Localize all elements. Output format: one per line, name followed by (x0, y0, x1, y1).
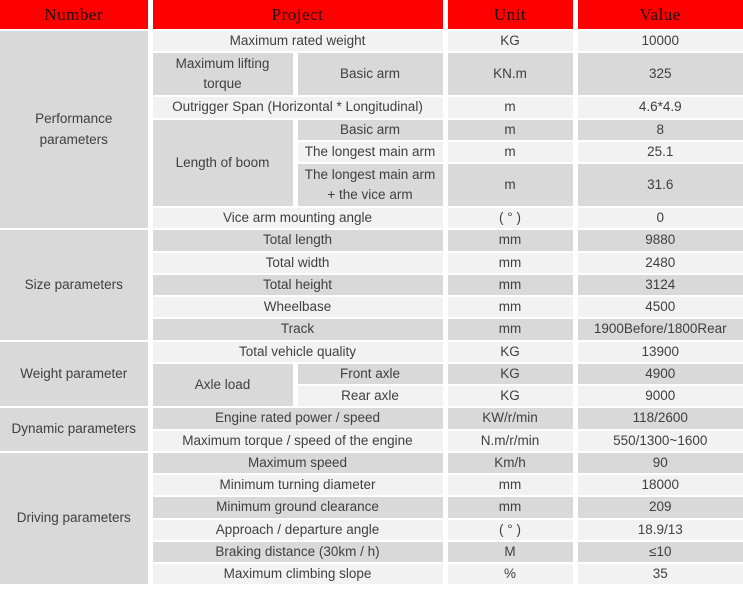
project-group-cell: Axle load (150, 363, 295, 408)
col-header-unit: Unit (445, 0, 575, 30)
value-cell: 9000 (575, 385, 743, 407)
project-group-cell: Length of boom (150, 119, 295, 208)
unit-cell: M (445, 541, 575, 563)
project-cell: Maximum speed (150, 452, 445, 474)
unit-cell: KG (445, 385, 575, 407)
section-cell-weight-parameter: Weight parameter (0, 341, 150, 408)
value-cell: 18000 (575, 474, 743, 496)
table-row (0, 30, 743, 52)
project-cell: Track (150, 318, 445, 340)
value-cell: 4500 (575, 296, 743, 318)
project-cell: Outrigger Span (Horizontal * Longitudinal) (150, 96, 445, 118)
unit-cell: N.m/r/min (445, 430, 575, 452)
project-cell: Minimum ground clearance (150, 496, 445, 518)
col-header-project: Project (150, 0, 445, 30)
value-cell: 18.9/13 (575, 519, 743, 541)
value-cell: 4900 (575, 363, 743, 385)
value-cell: 4.6*4.9 (575, 96, 743, 118)
value-cell: 209 (575, 496, 743, 518)
unit-cell: Km/h (445, 452, 575, 474)
unit-cell: mm (445, 252, 575, 274)
table-row (0, 229, 743, 251)
project-cell: Engine rated power / speed (150, 407, 445, 429)
project-group-cell: Maximum lifting torque (150, 52, 295, 96)
unit-cell: mm (445, 474, 575, 496)
unit-cell: m (445, 141, 575, 163)
header-row (0, 0, 743, 30)
project-cell: Wheelbase (150, 296, 445, 318)
value-cell: 25.1 (575, 141, 743, 163)
value-cell: 8 (575, 119, 743, 141)
project-cell: Approach / departure angle (150, 519, 445, 541)
value-cell: 35 (575, 563, 743, 585)
col-header-value: Value (575, 0, 743, 30)
value-cell: 0 (575, 207, 743, 229)
value-cell: 550/1300~1600 (575, 430, 743, 452)
value-cell: 3124 (575, 274, 743, 296)
unit-cell: KG (445, 363, 575, 385)
table-row (0, 341, 743, 363)
value-cell: 118/2600 (575, 407, 743, 429)
project-cell: Rear axle (295, 385, 445, 407)
unit-cell: % (445, 563, 575, 585)
project-cell: The longest main arm (295, 141, 445, 163)
section-cell-dynamic-parameters: Dynamic parameters (0, 407, 150, 452)
unit-cell: KN.m (445, 52, 575, 96)
unit-cell: ( ° ) (445, 519, 575, 541)
section-cell-performance-parameters: Performance parameters (0, 30, 150, 229)
project-cell: Total vehicle quality (150, 341, 445, 363)
unit-cell: mm (445, 229, 575, 251)
table-row (0, 407, 743, 429)
value-cell: 2480 (575, 252, 743, 274)
project-cell: Vice arm mounting angle (150, 207, 445, 229)
unit-cell: mm (445, 274, 575, 296)
value-cell: 13900 (575, 341, 743, 363)
value-cell: 9880 (575, 229, 743, 251)
project-cell: Basic arm (295, 119, 445, 141)
section-cell-driving-parameters: Driving parameters (0, 452, 150, 586)
project-cell: Front axle (295, 363, 445, 385)
value-cell: 31.6 (575, 163, 743, 207)
unit-cell: ( ° ) (445, 207, 575, 229)
unit-cell: mm (445, 318, 575, 340)
value-cell: ≤10 (575, 541, 743, 563)
col-header-number: Number (0, 0, 150, 30)
project-cell: The longest main arm + the vice arm (295, 163, 445, 207)
unit-cell: KG (445, 341, 575, 363)
project-cell: Braking distance (30km / h) (150, 541, 445, 563)
unit-cell: m (445, 163, 575, 207)
section-cell-size-parameters: Size parameters (0, 229, 150, 340)
project-cell: Minimum turning diameter (150, 474, 445, 496)
value-cell: 325 (575, 52, 743, 96)
value-cell: 1900Before/1800Rear (575, 318, 743, 340)
value-cell: 90 (575, 452, 743, 474)
unit-cell: KG (445, 30, 575, 52)
project-cell: Maximum rated weight (150, 30, 445, 52)
unit-cell: m (445, 119, 575, 141)
project-cell: Total width (150, 252, 445, 274)
unit-cell: KW/r/min (445, 407, 575, 429)
project-cell: Total height (150, 274, 445, 296)
project-cell: Maximum torque / speed of the engine (150, 430, 445, 452)
project-cell: Total length (150, 229, 445, 251)
project-cell: Basic arm (295, 52, 445, 96)
unit-cell: mm (445, 296, 575, 318)
unit-cell: mm (445, 496, 575, 518)
unit-cell: m (445, 96, 575, 118)
table-row (0, 452, 743, 474)
project-cell: Maximum climbing slope (150, 563, 445, 585)
value-cell: 10000 (575, 30, 743, 52)
